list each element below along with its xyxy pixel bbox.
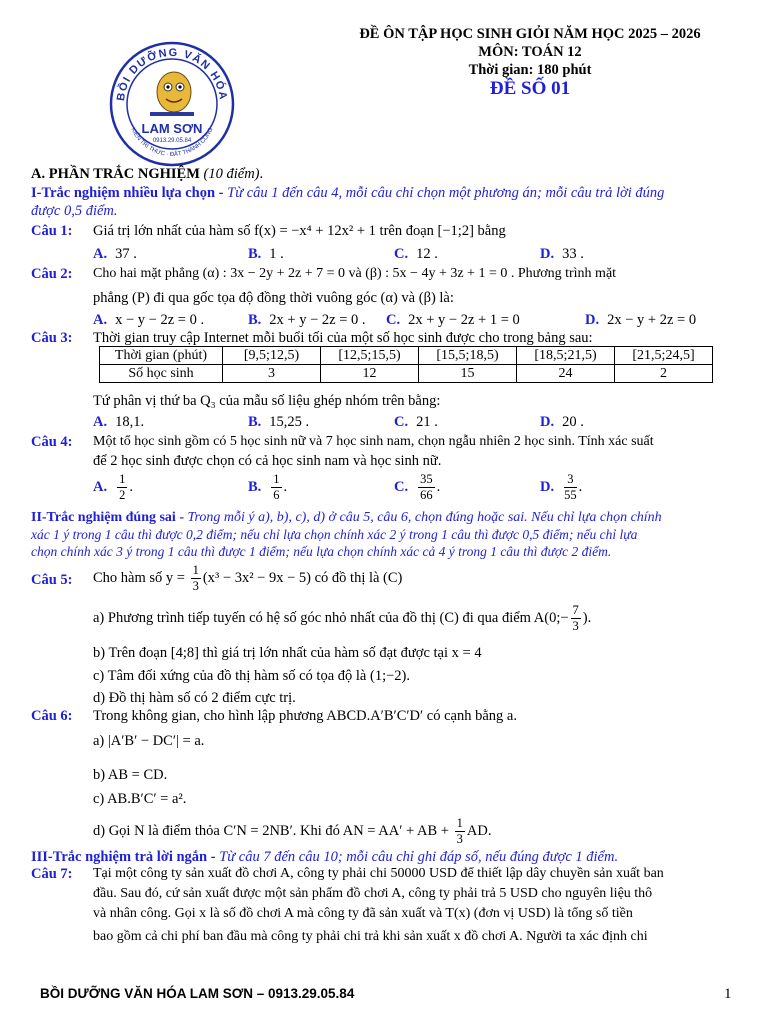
table-cell: [15,5;18,5) xyxy=(419,347,517,365)
q4-text-line2: để 2 học sinh được chọn có cả học sinh nam và học sinh nữ. xyxy=(93,453,442,469)
q5-statement-d[interactable]: d) Đồ thị hàm số có 2 điểm cực trị. xyxy=(93,690,296,706)
table-row xyxy=(100,365,713,383)
q7-text-line3: và nhân công. Gọi x là số đồ chơi A mà công ty đã sản xuất và T(x) (đơn vị USD) là tổng số tiền xyxy=(93,906,633,921)
q7-label: Câu 7: xyxy=(31,866,73,882)
q4-option-c[interactable]: C. $\frac{35}{66}$ . xyxy=(394,472,441,502)
q3-option-b[interactable]: B. 15,25 . xyxy=(248,414,310,430)
q1-option-b[interactable]: B. 1 . xyxy=(248,246,284,262)
table-cell: Thời gian (phút) xyxy=(100,347,223,365)
q1-option-c[interactable]: C. 12 . xyxy=(394,246,438,262)
q2-option-a[interactable]: A. x − y − 2z = 0 . xyxy=(93,312,205,328)
table-cell: 24 xyxy=(517,365,615,383)
q2-text-line2: phẳng (P) đi qua gốc tọa độ đồng thời vuông góc (α) và (β) là: xyxy=(93,290,454,306)
page-number: 1 xyxy=(724,986,732,1002)
q5-text: Cho hàm số y = $\frac{1}{3}$ (x³ − 3x² − 9x − 5) có đồ thị là (C) xyxy=(93,563,403,593)
table-cell: [18,5;21,5) xyxy=(517,347,615,365)
q6-text: Trong không gian, cho hình lập phương ABCD.A′B′C′D′ có cạnh bằng a. xyxy=(93,708,517,724)
exam-subject: MÔN: TOÁN 12 xyxy=(478,44,582,60)
section-a-title: A. PHẦN TRẮC NGHIỆM (10 điểm). xyxy=(31,166,264,182)
logo-name: LAM SƠN xyxy=(141,121,203,136)
q6-statement-c[interactable]: c) AB.B′C′ = a². xyxy=(93,791,187,807)
exam-code: ĐỀ SỐ 01 xyxy=(489,78,571,99)
table-cell: Số học sinh xyxy=(100,365,223,383)
q1-option-d[interactable]: D. 33 . xyxy=(540,246,584,262)
table-row xyxy=(100,347,713,365)
q1-option-a[interactable]: A. 37 . xyxy=(93,246,137,262)
q3-text: Thời gian truy cập Internet mỗi buổi tối của một số học sinh được cho trong bảng sau: xyxy=(93,330,593,346)
q5-statement-a[interactable]: a) Phương trình tiếp tuyến có hệ số góc nhỏ nhất của đồ thị (C) đi qua điểm A(0;− $\frac{7}{3}$ ). xyxy=(93,603,592,633)
q2-option-b[interactable]: B. 2x + y − 2z = 0 . xyxy=(248,312,366,328)
q3-option-c[interactable]: C. 21 . xyxy=(394,414,438,430)
q4-option-b[interactable]: B. $\frac{1}{6}$ . xyxy=(248,472,288,502)
q4-label: Câu 4: xyxy=(31,434,73,450)
part2-desc-line2: xác 1 ý trong 1 câu thì được 0,2 điểm; nếu chỉ lựa chọn chính xác 2 ý trong 1 câu thì được 0,5 điểm; nếu chỉ lựa xyxy=(31,527,638,542)
q5-statement-c[interactable]: c) Tâm đối xứng của đồ thị hàm số có tọa độ là (1;−2). xyxy=(93,668,410,684)
q5-label: Câu 5: xyxy=(31,572,73,588)
q3-label: Câu 3: xyxy=(31,330,73,346)
table-cell: 12 xyxy=(321,365,419,383)
logo-bottom-text: KIẾN TRI THỨC · ĐẮT THÀNH CÔNG xyxy=(129,127,215,159)
logo-ring-text: BỒI DƯỠNG VĂN HÓA xyxy=(114,46,230,102)
q7-text-line4: bao gồm cả chi phí ban đầu mà công ty phải chi trả khi sản xuất x đồ chơi A. Người ta xác định chi xyxy=(93,929,648,944)
table-cell: [12,5;15,5) xyxy=(321,347,419,365)
q2-label: Câu 2: xyxy=(31,266,73,282)
q6-statement-b[interactable]: b) AB = CD. xyxy=(93,767,168,783)
q7-text-line1: Tại một công ty sản xuất đồ chơi A, công ty phải chi 50000 USD để thiết lập dây chuyền sản xuất ban xyxy=(93,866,664,881)
q1-text: Giá trị lớn nhất của hàm số f(x) = −x⁴ + 12x² + 1 trên đoạn [−1;2] bằng xyxy=(93,223,506,239)
exam-title: ĐỀ ÔN TẬP HỌC SINH GIỎI NĂM HỌC 2025 – 2026 xyxy=(359,26,701,42)
part2-heading: II-Trắc nghiệm đúng sai - Trong mỗi ý a), b), c), d) ở câu 5, câu 6, chọn đúng hoặc sai. Nếu chỉ lựa chọn chính xyxy=(31,510,662,525)
q6-statement-a[interactable]: a) |A′B′ − DC′| = a. xyxy=(93,733,205,749)
q3-question: Tứ phân vị thứ ba Q₃ của mẫu số liệu ghép nhóm trên bằng: xyxy=(93,393,441,409)
footer-text: BỒI DƯỠNG VĂN HÓA LAM SƠN – 0913.29.05.84 xyxy=(40,986,355,1001)
q4-option-d[interactable]: D. $\frac{3}{55}$ . xyxy=(540,472,583,502)
part3-heading: III-Trắc nghiệm trả lời ngắn - Từ câu 7 đến câu 10; mỗi câu chỉ ghi đáp số, nếu đúng được 1 điểm. xyxy=(31,849,619,865)
lam-son-logo xyxy=(108,40,236,168)
q6-label: Câu 6: xyxy=(31,708,73,724)
q4-option-a[interactable]: A. $\frac{1}{2}$ . xyxy=(93,472,133,502)
exam-time: Thời gian: 180 phút xyxy=(468,62,592,78)
table-cell: [21,5;24,5] xyxy=(615,347,713,365)
part1-desc: được 0,5 điểm. xyxy=(31,203,118,219)
part1-heading: I-Trắc nghiệm nhiều lựa chọn - Từ câu 1 đến câu 4, mỗi câu chỉ chọn một phương án; mỗi câu trả lời đúng xyxy=(31,185,665,201)
q2-option-d[interactable]: D. 2x − y + 2z = 0 xyxy=(585,312,697,328)
q3-option-d[interactable]: D. 20 . xyxy=(540,414,584,430)
q3-option-a[interactable]: A. 18,1. xyxy=(93,414,145,430)
q4-text-line1: Một tổ học sinh gồm có 5 học sinh nữ và 7 học sinh nam, chọn ngẫu nhiên 2 học sinh. Tính xác suất xyxy=(93,434,654,449)
q5-statement-b[interactable]: b) Trên đoạn [4;8] thì giá trị lớn nhất của hàm số đạt được tại x = 4 xyxy=(93,645,482,661)
q2-option-c[interactable]: C. 2x + y − 2z + 1 = 0 xyxy=(386,312,520,328)
q7-text-line2: đầu. Sau đó, cứ sản xuất được một sản phẩm đồ chơi A, công ty phải trả 5 USD cho nguyên liệu thô xyxy=(93,886,653,901)
q1-label: Câu 1: xyxy=(31,223,73,239)
table-cell: 2 xyxy=(615,365,713,383)
q2-text-line1: Cho hai mặt phẳng (α) : 3x − 2y + 2z + 7 = 0 và (β) : 5x − 4y + 3z + 1 = 0 . Phương trình mặt xyxy=(93,266,617,281)
logo-phone: 0913.29.05.84 xyxy=(152,138,192,144)
q6-statement-d[interactable]: d) Gọi N là điểm thỏa C′N = 2NB′. Khi đó AN = AA′ + AB + $\frac{1}{3}$ AD. xyxy=(93,816,492,846)
part2-desc-line3: chọn chính xác 3 ý trong 1 câu thì được 1 điểm; nếu lựa chọn chính xác cả 4 ý trong 1 câu thì được 2 điểm. xyxy=(31,544,612,559)
q3-data-table xyxy=(99,346,713,383)
table-cell: [9,5;12,5) xyxy=(223,347,321,365)
table-cell: 15 xyxy=(419,365,517,383)
table-cell: 3 xyxy=(223,365,321,383)
